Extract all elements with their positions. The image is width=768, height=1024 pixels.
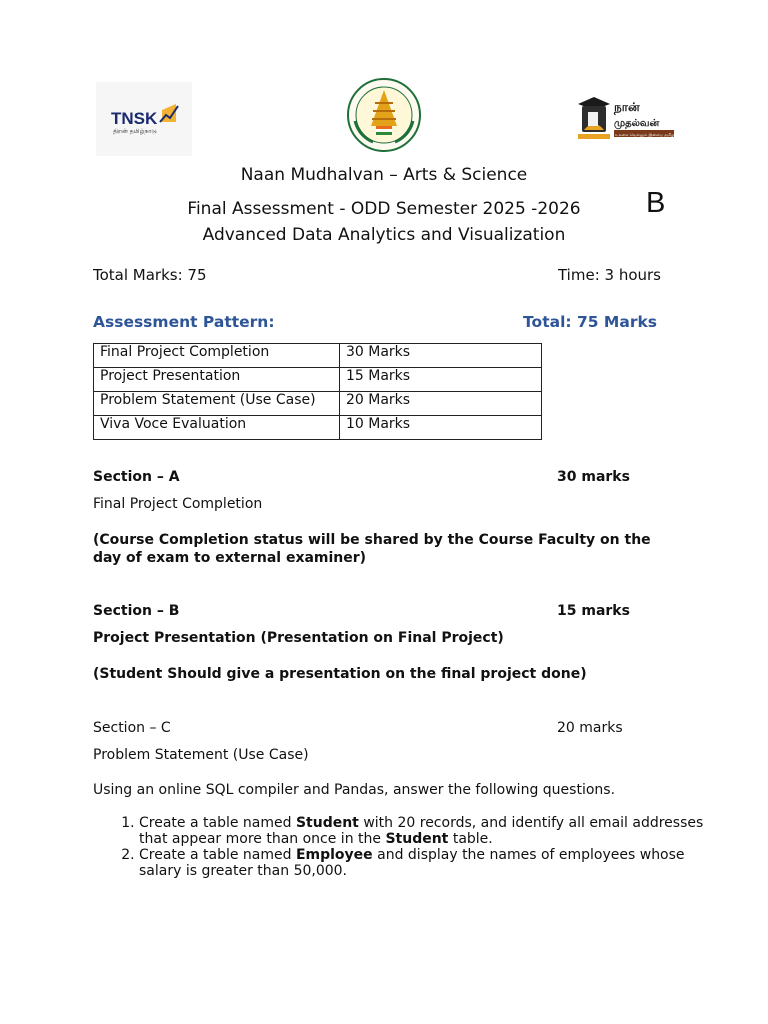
table-cell-item: Viva Voce Evaluation [94, 416, 340, 440]
tnsk-logo [96, 82, 192, 156]
svg-text:நான்: நான் [614, 100, 640, 114]
table-row [94, 416, 542, 440]
exam-title: Final Assessment - ODD Semester 2025 -2026 [187, 199, 581, 219]
section-a-subtitle: Final Project Completion [93, 496, 263, 512]
subject-title: Advanced Data Analytics and Visualization [202, 225, 566, 245]
q1-text-2: with 20 records, and identify all email addresses that appear more than once in the [139, 815, 704, 847]
section-c-subtitle: Problem Statement (Use Case) [93, 747, 309, 763]
section-c-title: Section – C [93, 720, 171, 736]
section-b-subtitle: Project Presentation (Presentation on Final Project) [93, 630, 504, 646]
table-cell-item: Project Presentation [94, 368, 340, 392]
set-letter: B [646, 187, 666, 219]
section-c-intro: Using an online SQL compiler and Pandas, answer the following questions. [93, 782, 616, 798]
pattern-heading: Assessment Pattern: [93, 313, 275, 331]
section-c-marks: 20 marks [557, 720, 623, 736]
table-row [94, 392, 542, 416]
program-title: Naan Mudhalvan – Arts & Science [240, 165, 528, 185]
pattern-total: Total: 75 Marks [523, 313, 657, 331]
svg-text:TNSK: TNSK [111, 109, 158, 128]
q2-text-1: Create a table named [139, 847, 296, 863]
svg-text:உலகை வெல்லும் இளைய தமிழகம்: உலகை வெல்லும் இளைய தமிழகம் [615, 132, 676, 137]
svg-text:திறன் தமிழ்நாடு: திறன் தமிழ்நாடு [113, 128, 157, 135]
q1-bold-2: Student [385, 831, 449, 847]
section-a-title: Section – A [93, 469, 180, 485]
time-allowed: Time: 3 hours [557, 266, 661, 284]
table-cell-marks: 15 Marks [340, 368, 542, 392]
tamil-nadu-emblem [345, 76, 423, 154]
table-cell-item: Problem Statement (Use Case) [94, 392, 340, 416]
naan-mudhalvan-logo [574, 92, 676, 150]
q1-bold-1: Student [295, 815, 359, 831]
q2-text-2: and display the names of employees whose salary is greater than 50,000. [139, 847, 685, 879]
list-item [139, 847, 719, 879]
svg-text:முதல்வன்: முதல்வன் [614, 118, 660, 129]
table-row [94, 368, 542, 392]
table-cell-item: Final Project Completion [94, 344, 340, 368]
q1-text-3: table. [448, 831, 493, 847]
question-list [93, 815, 719, 879]
table-cell-marks: 20 Marks [340, 392, 542, 416]
section-b-note: (Student Should give a presentation on the final project done) [93, 666, 587, 682]
table-cell-marks: 10 Marks [340, 416, 542, 440]
assessment-pattern-table [93, 343, 542, 440]
section-b-title: Section – B [93, 603, 180, 619]
table-row [94, 344, 542, 368]
section-a-note: (Course Completion status will be shared by the Course Faculty on the day of exam to external examiner) [93, 532, 651, 566]
list-item [139, 815, 719, 847]
q1-text-1: Create a table named [139, 815, 296, 831]
table-cell-marks: 30 Marks [340, 344, 542, 368]
q2-bold-1: Employee [295, 847, 373, 863]
section-b-marks: 15 marks [557, 603, 630, 619]
total-marks: Total Marks: 75 [93, 266, 207, 284]
section-a-marks: 30 marks [557, 469, 630, 485]
